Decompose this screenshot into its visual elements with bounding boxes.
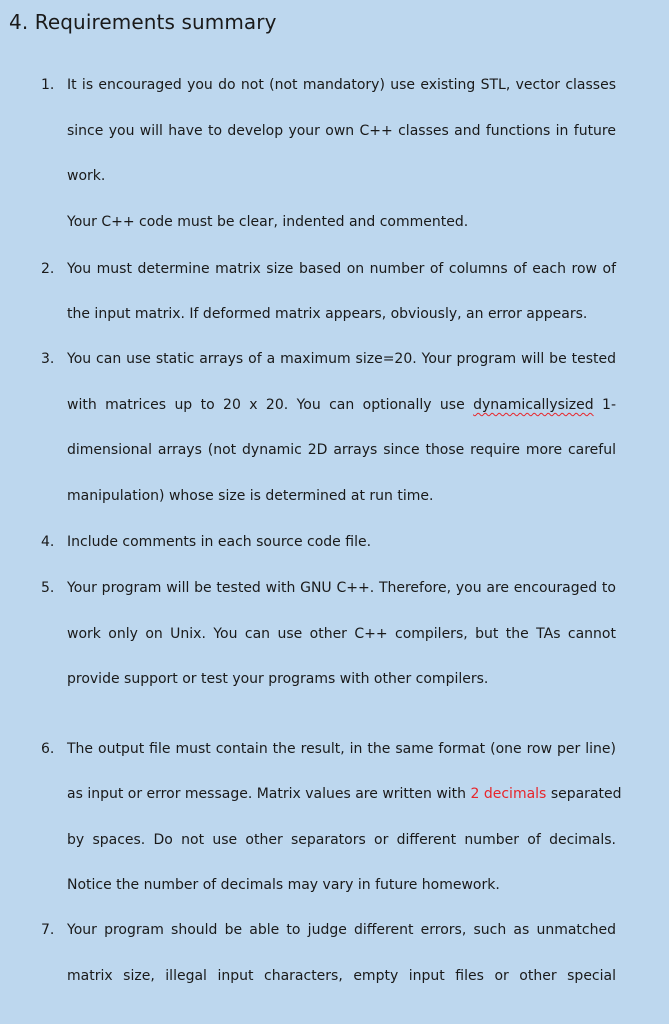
list-item-line: manipulation) whose size is determined at run time. xyxy=(67,488,434,504)
list-item-line: The output file must contain the result, in the same format (one row per line) xyxy=(67,741,616,757)
line-text: with matrices up to 20 x 20. You can optionally use xyxy=(67,397,465,413)
list-item-line: Your C++ code must be clear, indented and commented. xyxy=(67,214,469,230)
list-item-line: matrix size, illegal input characters, empty input files or other special xyxy=(67,968,616,984)
list-item-line: It is encouraged you do not (not mandatory) use existing STL, vector classes xyxy=(67,77,616,93)
list-item-line: since you will have to develop your own C++ classes and functions in future xyxy=(67,123,616,139)
list-number: 3. xyxy=(41,351,55,367)
list-number: 2. xyxy=(41,261,55,277)
spellcheck-word: dynamicallysized xyxy=(473,397,594,413)
list-item-line: the input matrix. If deformed matrix appears, obviously, an error appears. xyxy=(67,306,588,322)
list-item-line xyxy=(67,396,616,414)
line-text: separated xyxy=(550,786,622,802)
list-number: 6. xyxy=(41,741,55,757)
list-item-line: dimensional arrays (not dynamic 2D arrays since those require more careful xyxy=(67,442,616,458)
list-number: 7. xyxy=(41,922,55,938)
list-item-line: Notice the number of decimals may vary in future homework. xyxy=(67,877,500,893)
section-title: 4. Requirements summary xyxy=(9,10,277,34)
list-number: 5. xyxy=(41,580,55,596)
list-number: 1. xyxy=(41,77,55,93)
list-item-line: You can use static arrays of a maximum size=20. Your program will be tested xyxy=(67,351,616,367)
list-item-line xyxy=(67,785,622,803)
line-text: as input or error message. Matrix values are written with xyxy=(67,786,467,802)
list-item-line: work. xyxy=(67,168,106,184)
list-item-line: provide support or test your programs with other compilers. xyxy=(67,671,489,687)
list-item-line: work only on Unix. You can use other C++ compilers, but the TAs cannot xyxy=(67,626,616,642)
list-item-line: You must determine matrix size based on number of columns of each row of xyxy=(67,261,616,277)
list-number: 4. xyxy=(41,534,55,550)
list-item-line: by spaces. Do not use other separators or different number of decimals. xyxy=(67,832,616,848)
line-text: 1- xyxy=(602,397,616,413)
list-item-line: Your program will be tested with GNU C++. Therefore, you are encouraged to xyxy=(67,580,616,596)
highlighted-text: 2 decimals xyxy=(470,786,547,802)
list-item-line: Include comments in each source code file. xyxy=(67,534,372,550)
list-item-line: Your program should be able to judge different errors, such as unmatched xyxy=(67,922,616,938)
